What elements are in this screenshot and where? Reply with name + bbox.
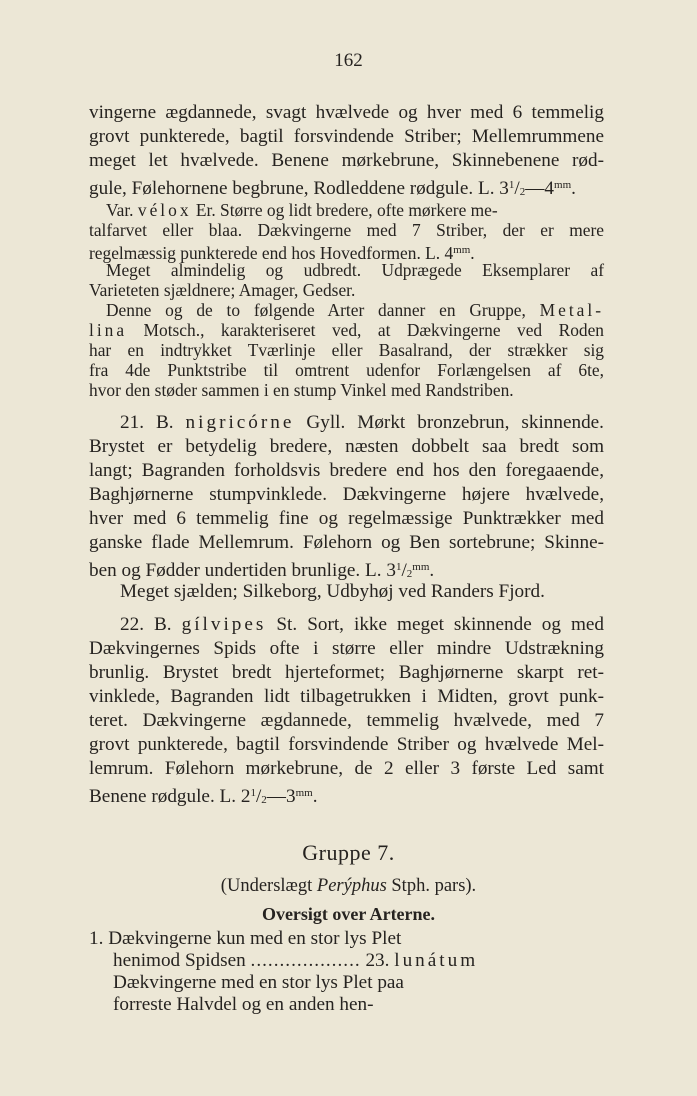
overview-title: Oversigt over Arterne. — [261, 904, 436, 924]
text-fragment: —4 — [525, 178, 555, 199]
unit-mm: mm — [554, 179, 572, 191]
unit-mm: mm — [295, 787, 313, 799]
text-line: teret. Dækvingerne ægdannede, temmelig hvælvede, med 7 — [89, 710, 604, 731]
subgenus-line — [0, 876, 697, 897]
key-line: 1. Dækvingerne kun med en stor lys Plet — [89, 928, 402, 949]
subgenus-name: Perýphus — [316, 876, 387, 896]
fraction-num: 1 — [508, 179, 515, 191]
species-desc: Gyll. Mørkt bronzebrun, skinnende. — [306, 412, 604, 433]
text-line: brunlig. Brystet bredt hjerteformet; Baghjørnerne skarpt ret- — [89, 662, 604, 683]
unit-mm: mm — [453, 244, 471, 256]
variety-text: Er. Større og lidt bredere, ofte mørkere me- — [195, 200, 498, 220]
key-ref-number: 23. — [365, 950, 390, 971]
text-line: vinklede, Bagranden lidt tilbagetrukken i Midten, grovt punk- — [89, 686, 604, 707]
subgenus-suffix: Stph. pars). — [391, 876, 477, 896]
species-heading — [120, 412, 604, 434]
text-line: har en indtrykket Tværlinje eller Basalrand, der strækker sig — [89, 340, 604, 360]
text-line: grovt punkterede, bagtil forsvindende Striber og hvælvede Mel- — [89, 734, 604, 755]
key-ref-name: lunátum — [394, 950, 479, 971]
text-line: Meget sjælden; Silkeborg, Udbyhøj ved Randers Fjord. — [120, 581, 545, 602]
subgenus-prefix: (Underslægt — [220, 876, 313, 896]
fraction-den: 2 — [261, 794, 267, 806]
group-heading: Gruppe 7. — [302, 840, 395, 865]
text-line: Meget almindelig og udbredt. Udprægede Eksemplarer af — [106, 260, 604, 280]
text-line: langt; Bagranden forholdsvis bredere end hos den foregaaende, — [89, 460, 604, 481]
text-line: Benene rødgule. L. $2^1/_2—3^{mm}$. — [89, 786, 318, 807]
key-leader: ................... — [250, 950, 361, 971]
key-line: forreste Halvdel og en anden hen- — [113, 994, 374, 1015]
text-line: fra 4de Punktstribe til omtrent udenfor Forlængelsen af 6te, — [89, 360, 604, 380]
text-line-body: regelmæssig punkterede end hos Hovedformen. L. 4 — [89, 243, 454, 263]
variety-name: vélox — [137, 200, 192, 220]
species-name: nigricórne — [185, 412, 295, 433]
text-line: ganske flade Mellemrum. Følehorn og Ben sortebrune; Skinne- — [89, 532, 604, 553]
text-line: Dækvingernes Spids ofte i større eller mindre Udstrækning — [89, 638, 604, 659]
text-line: ben og Fødder undertiden brunlige. L. $3^1/_2^{mm}$. — [89, 560, 435, 581]
species-number: 22. B. — [120, 614, 172, 635]
group-line — [106, 300, 604, 320]
fraction-den: 2 — [519, 186, 526, 198]
text-line-body: ben og Fødder undertiden brunlige. L. 3 — [89, 560, 396, 581]
species-heading — [120, 614, 604, 636]
species-name: gílvipes — [181, 614, 267, 635]
page-number: 162 — [334, 50, 363, 71]
group-text: Motsch., karakteriseret ved, at Dækvingerne ved Roden — [143, 320, 604, 340]
text-line: talfarvet eller blaa. Dækvingerne med 7 Striber, der er mere — [89, 220, 604, 240]
fraction-num: 1 — [395, 561, 402, 573]
key-text: henimod Spidsen — [113, 950, 246, 971]
key-line — [113, 950, 608, 972]
text-line: hver med 6 temmelig fine og regelmæssige Punktrækker med — [89, 508, 604, 529]
group-line — [89, 320, 604, 340]
text-line: grovt punkterede, bagtil forsvindende Striber; Mellemrummene — [89, 126, 604, 147]
species-desc: St. Sort, ikke meget skinnende og med — [276, 614, 604, 635]
text-line: Brystet er betydelig bredere, næsten dobbelt saa bredt som — [89, 436, 604, 457]
species-number: 21. B. — [120, 412, 174, 433]
group-name: lina — [89, 320, 128, 340]
fraction-num: 1 — [250, 787, 256, 799]
text-line: Varieteten sjældnere; Amager, Gedser. — [89, 280, 356, 300]
text-line: meget let hvælvede. Benene mørkebrune, Skinnebenene rød- — [89, 150, 604, 171]
unit-mm: mm — [412, 561, 430, 573]
text-line-body: Benene rødgule. L. 2 — [89, 786, 251, 807]
text-line: Baghjørnerne stumpvinklede. Dækvingerne højere hvælvede, — [89, 484, 604, 505]
group-text: Denne og de to følgende Arter danner en Gruppe, — [106, 300, 526, 320]
text-line: vingerne ægdannede, svagt hvælvede og hver med 6 temmelig — [89, 102, 604, 123]
text-fragment: —3 — [266, 786, 296, 807]
variety-line — [106, 200, 604, 220]
fraction-den: 2 — [406, 568, 413, 580]
var-label: Var. — [106, 200, 134, 220]
text-line: regelmæssig punkterede end hos Hovedformen. L. $4^{mm}$. — [89, 243, 475, 263]
group-name: Metal- — [539, 300, 604, 320]
text-line-body: gule, Følehornene begbrune, Rodleddene rødgule. L. 3 — [89, 178, 509, 199]
text-line: lemrum. Følehorn mørkebrune, de 2 eller 3 første Led samt — [89, 758, 604, 779]
key-line: Dækvingerne med en stor lys Plet paa — [113, 972, 404, 993]
text-line: gule, Følehornene begbrune, Rodleddene rødgule. L. $3^1/_2—4^{mm}$. — [89, 178, 576, 199]
text-line: hvor den støder sammen i en stump Vinkel med Randstriben. — [89, 380, 514, 400]
